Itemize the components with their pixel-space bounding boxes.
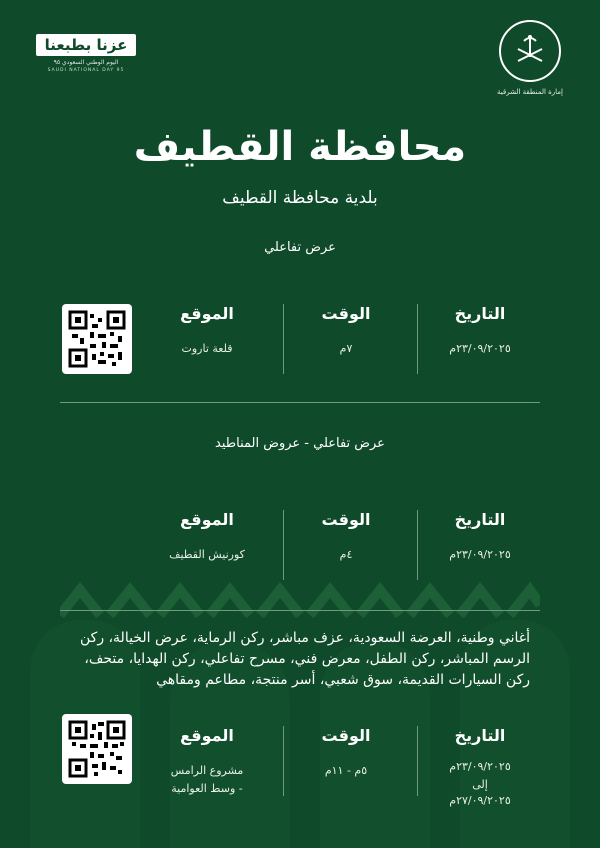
divider (283, 304, 284, 374)
date-to-label: إلى (472, 778, 488, 791)
emirate-caption: إمارة المنطقة الشرقية (497, 88, 563, 96)
event-3-date (420, 726, 540, 807)
location-heading: الموقع (180, 510, 234, 529)
divider (417, 304, 418, 374)
saudi-emblem-icon (499, 20, 561, 82)
event-2-info (60, 510, 540, 590)
divider (283, 726, 284, 796)
event-2-location (142, 510, 272, 586)
time-value: ٧م (339, 342, 353, 355)
date-value: ٢٣/٠٩/٢٠٢٥م (449, 342, 511, 355)
time-heading: الوقت (321, 510, 371, 529)
event-1-date (420, 304, 540, 380)
event-1-info (60, 304, 540, 384)
event-3-activities: أغاني وطنية، العرضة السعودية، عزف مباشر، ركن الرماية، عرض الخيالة، ركن الرسم المباشر، ركن الطفل، معرض فني، مسرح تفاعلي، ركن الهدايا، متحف، ركن السيارات القديمة، سوق شعبي، أسر منتجة، مطاعم ومقاهي (80, 630, 530, 688)
location-value: كورنيش القطيف (169, 548, 245, 561)
section-divider (60, 402, 540, 403)
page-title: محافظة القطيف (133, 124, 467, 170)
event-2-date (420, 510, 540, 586)
qr-code-icon[interactable] (62, 714, 132, 784)
national-day-logo-sub-en: SAUDI NATIONAL DAY 95 (47, 68, 125, 73)
emirate-logo (490, 20, 570, 104)
event-2-label: عرض تفاعلي - عروض المناطيد (215, 436, 385, 451)
date-heading: التاريخ (454, 510, 506, 529)
event-1-label: عرض تفاعلي (264, 240, 336, 255)
page-subtitle: بلدية محافظة القطيف (222, 188, 378, 208)
date-value: ٢٣/٠٩/٢٠٢٥م (449, 760, 511, 773)
location-value: قلعة تاروت (181, 342, 233, 355)
date-heading: التاريخ (454, 726, 506, 745)
location-value: مشروع الرامس (170, 764, 244, 777)
qr-code-icon[interactable] (62, 304, 132, 374)
time-heading: الوقت (321, 726, 371, 745)
time-value: ٤م (339, 548, 353, 561)
event-3-info (60, 726, 540, 806)
event-1-time (286, 304, 406, 380)
event-2-time (286, 510, 406, 586)
national-day-logo-sub: اليوم الوطني السعودي ٩٥ (53, 59, 119, 66)
time-value: ٥م - ١١م (324, 764, 368, 777)
location-heading: الموقع (180, 726, 234, 745)
divider (417, 510, 418, 580)
national-day-logo-main: عزنا بطبعنا (36, 34, 136, 56)
date-to-value: ٢٧/٠٩/٢٠٢٥م (449, 794, 511, 807)
divider (283, 510, 284, 580)
location-value-2: - وسط العوامية (171, 782, 243, 795)
time-heading: الوقت (321, 304, 371, 323)
location-heading: الموقع (180, 304, 234, 323)
section-divider (60, 610, 540, 611)
national-day-logo (36, 34, 136, 76)
date-heading: التاريخ (454, 304, 506, 323)
event-1-location (142, 304, 272, 380)
event-3-location (142, 726, 272, 802)
date-value: ٢٣/٠٩/٢٠٢٥م (449, 548, 511, 561)
divider (417, 726, 418, 796)
event-3-time (286, 726, 406, 802)
